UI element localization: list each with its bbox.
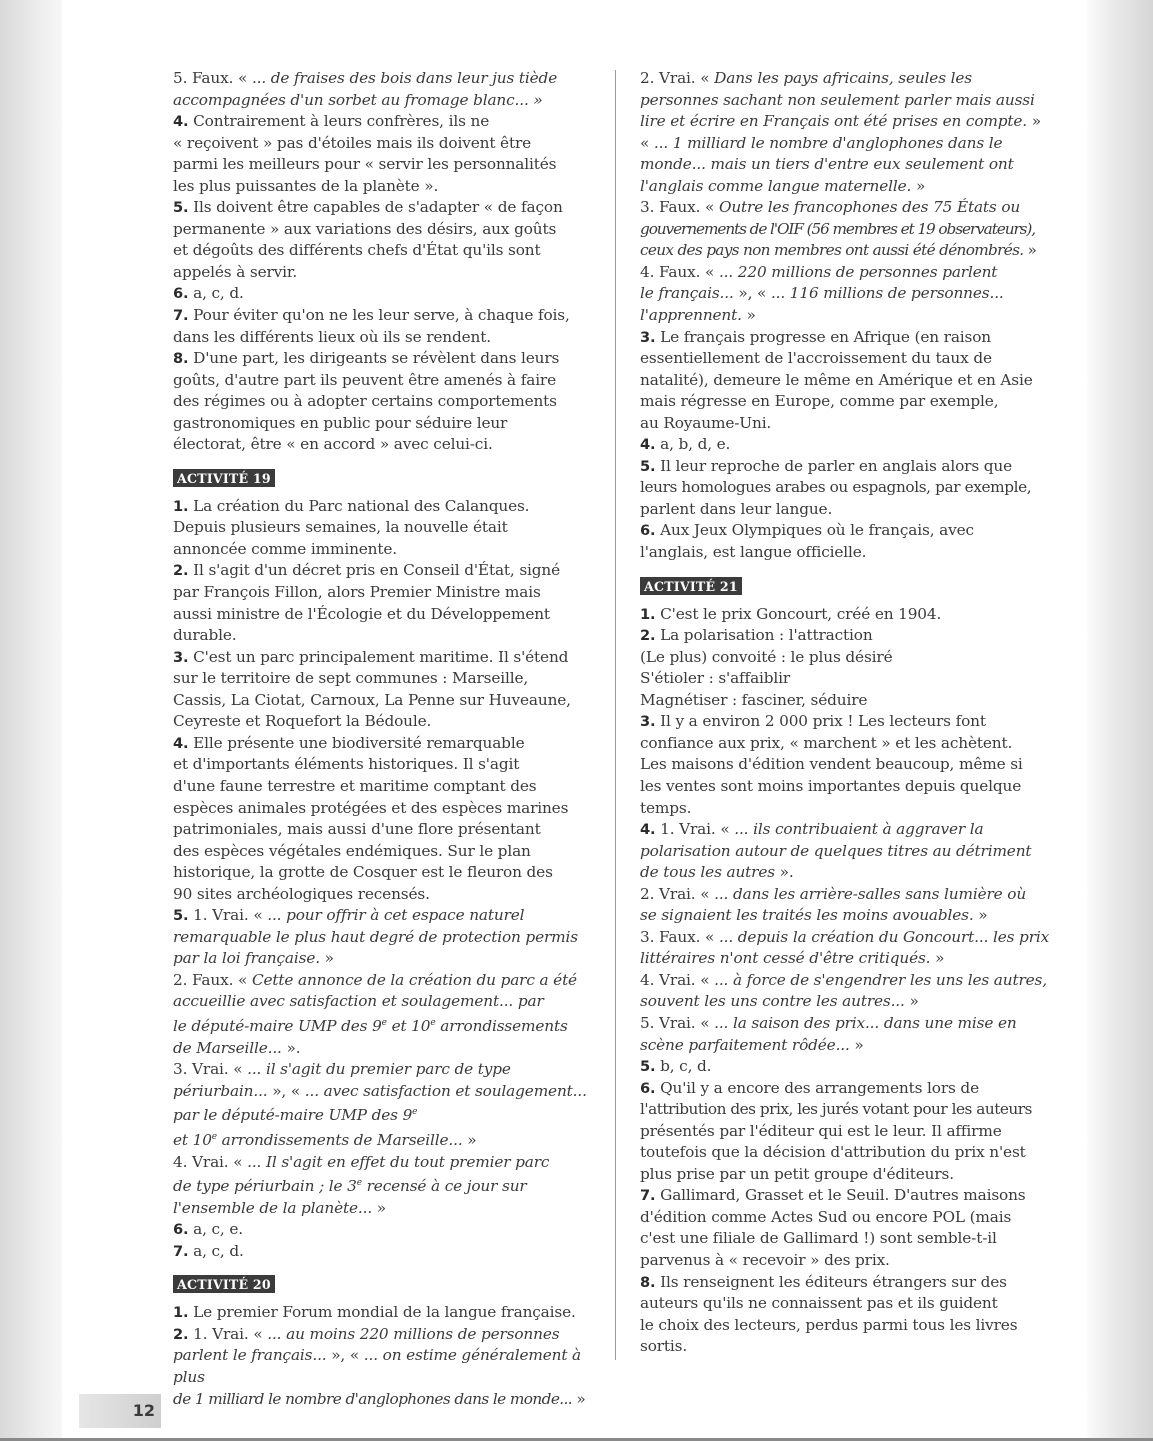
answer-line: essentiellement de l'accroissement du taux de — [640, 349, 992, 368]
answer-line: gouvernements de l'OIF (56 membres et 19 observateurs), — [640, 219, 1036, 238]
answer-line: monde... mais un tiers d'entre eux seulement ont — [640, 155, 1014, 174]
answer-line: auteurs qu'ils ne connaissent pas et ils guident — [640, 1294, 998, 1313]
answer-line: 2. Vrai. « Dans les pays africains, seules les — [640, 69, 972, 87]
answer-line: 3. C'est un parc principalement maritime. Il s'étend — [173, 647, 569, 666]
answer-line: Les maisons d'édition vendent beaucoup, même si — [640, 755, 1023, 774]
answer-line: accueillie avec satisfaction et soulagement... par — [173, 992, 544, 1011]
answer-line: des espèces végétales endémiques. Sur le plan — [173, 841, 531, 860]
answer-line: « ... 1 milliard le nombre d'anglophones dans le — [640, 133, 1003, 152]
answer-line: sortis. — [640, 1337, 688, 1356]
answer-line: 3. Faux. « Outre les francophones des 75 États ou — [640, 198, 1021, 217]
answer-line: parvenus à « recevoir » des prix. — [640, 1250, 890, 1269]
answer-line: au Royaume-Uni. — [640, 413, 772, 432]
answer-line: 3. Il y a environ 2 000 prix ! Les lecteurs font — [640, 712, 986, 731]
answer-line: 4. a, b, d, e. — [640, 435, 731, 454]
answer-line: 4. Vrai. « ... Il s'agit en effet du tout premier parc — [173, 1152, 550, 1171]
answer-line: 6. Aux Jeux Olympiques où le français, avec — [640, 521, 974, 540]
answer-line: personnes sachant non seulement parler mais aussi — [640, 90, 1035, 109]
answer-line: 6. a, c, d. — [173, 284, 244, 303]
answer-line: par François Fillon, alors Premier Ministre mais — [173, 583, 541, 602]
answer-line: 7. a, c, d. — [173, 1241, 244, 1260]
answer-line: 4. 1. Vrai. « ... ils contribuaient à aggraver la — [640, 820, 984, 839]
answer-line: ceux des pays non membres ont aussi été dénombrés. » — [640, 241, 1037, 260]
answer-line: remarquable le plus haut degré de protection permis — [173, 927, 578, 946]
answer-line: gastronomiques en public pour séduire leur — [173, 413, 508, 432]
answer-line: 8. D'une part, les dirigeants se révèlent dans leurs — [173, 349, 560, 368]
answer-line: 7. Pour éviter qu'on ne les leur serve, à chaque fois, — [173, 306, 570, 325]
answer-line: 2. Faux. « Cette annonce de la création du parc a été — [173, 970, 577, 989]
answer-line: aussi ministre de l'Écologie et du Développement — [173, 604, 550, 623]
answer-line: périurbain... », « ... avec satisfaction et soulagement... — [173, 1081, 587, 1100]
answer-line: 3. Vrai. « ... il s'agit du premier parc de type — [173, 1060, 511, 1079]
answer-line: 2. 1. Vrai. « ... au moins 220 millions de personnes — [173, 1324, 560, 1343]
answer-line: 1. C'est le prix Goncourt, créé en 1904. — [640, 604, 942, 623]
answer-line: 5. b, c, d. — [640, 1057, 712, 1076]
answer-line: le français... », « ... 116 millions de personnes... — [640, 284, 1004, 303]
answer-line: 8. Ils renseignent les éditeurs étrangers sur des — [640, 1272, 1007, 1291]
answer-line: appelés à servir. — [173, 262, 298, 281]
answer-line: 3. Le français progresse en Afrique (en raison — [640, 327, 992, 346]
answer-line: 2. Vrai. « ... dans les arrière-salles sans lumière où — [640, 884, 1027, 903]
answer-line: l'ensemble de la planète... » — [173, 1198, 386, 1217]
answer-line: (Le plus) convoité : le plus désiré — [640, 647, 893, 666]
answer-line: Magnétiser : fasciner, séduire — [640, 690, 868, 709]
answer-line: Cassis, La Ciotat, Carnoux, La Penne sur Huveaune, — [173, 690, 571, 709]
answer-line: 4. Contrairement à leurs confrères, ils ne — [173, 112, 490, 131]
answer-line: l'apprennent. » — [640, 306, 756, 325]
answer-line: 90 sites archéologiques recensés. — [173, 884, 430, 903]
answer-line: goûts, d'autre part ils peuvent être amenés à faire — [173, 370, 556, 389]
answer-line: et dégoûts des différents chefs d'État qu'ils sont — [173, 241, 541, 260]
answer-line: scène parfaitement rôdée... » — [640, 1035, 864, 1054]
answer-line: 4. Elle présente une biodiversité remarquable — [173, 733, 525, 752]
answer-line: 5. Ils doivent être capables de s'adapter « de façon — [173, 198, 563, 217]
answer-line: c'est une filiale de Gallimard !) sont semble-t-il — [640, 1229, 997, 1248]
answer-line: confiance aux prix, « marchent » et les achètent. — [640, 733, 1013, 752]
answer-line: 5. Faux. « ... de fraises des bois dans leur jus tiède — [173, 69, 558, 87]
answer-line: de type périurbain ; le 3e recensé à ce jour sur — [173, 1177, 527, 1196]
answer-line: 2. Il s'agit d'un décret pris en Conseil d'État, signé — [173, 561, 561, 580]
answer-line: les plus puissantes de la planète ». — [173, 176, 439, 195]
answer-line: « reçoivent » pas d'étoiles mais ils doivent être — [173, 133, 532, 152]
answer-line: 5. Vrai. « ... la saison des prix... dans une mise en — [640, 1013, 1017, 1032]
answer-line: 3. Faux. « ... depuis la création du Goncourt... les prix — [640, 927, 1050, 946]
answer-line: d'édition comme Actes Sud ou encore POL (mais — [640, 1207, 1012, 1226]
answer-line: parmi les meilleurs pour « servir les personnalités — [173, 155, 557, 174]
answer-line: parlent dans leur langue. — [640, 499, 833, 518]
answer-line: 7. Gallimard, Grasset et le Seuil. D'autres maisons — [640, 1186, 1026, 1205]
answer-line: patrimoniales, mais aussi d'une flore présentant — [173, 820, 541, 839]
right-column — [640, 68, 1064, 1358]
page-number: 12 — [79, 1394, 161, 1428]
answer-line: 5. Il leur reproche de parler en anglais alors que — [640, 456, 1012, 475]
answer-line: électorat, être « en accord » avec celui-ci. — [173, 435, 493, 454]
answer-line: mais régresse en Europe, comme par exemple, — [640, 392, 999, 411]
answer-line: l'anglais, est langue officielle. — [640, 543, 867, 562]
answer-line: Depuis plusieurs semaines, la nouvelle était — [173, 518, 508, 537]
answer-line: d'une faune terrestre et maritime comptant des — [173, 776, 537, 795]
answer-line: et d'importants éléments historiques. Il s'agit — [173, 755, 520, 774]
answer-line: l'anglais comme langue maternelle. » — [640, 176, 926, 195]
answer-line: temps. — [640, 798, 692, 817]
answer-line: S'étioler : s'affaiblir — [640, 669, 791, 688]
answer-line: espèces animales protégées et des espèces marines — [173, 798, 569, 817]
answer-line: plus prise par un petit groupe d'éditeurs. — [640, 1164, 954, 1183]
answer-line: parlent le français... », « ... on estime généralement à plus — [173, 1346, 581, 1386]
answer-line: Ceyreste et Roquefort la Bédoule. — [173, 712, 432, 731]
answer-line: de tous les autres ». — [640, 863, 794, 882]
answer-line: natalité), demeure le même en Amérique et en Asie — [640, 370, 1033, 389]
answer-line: durable. — [173, 626, 237, 645]
answer-line: par la loi française. » — [173, 949, 334, 968]
answer-line: 6. Qu'il y a encore des arrangements lors de — [640, 1078, 979, 1097]
answer-line: les ventes sont moins importantes depuis quelque — [640, 776, 1022, 795]
answer-line: sur le territoire de sept communes : Marseille, — [173, 669, 529, 688]
answer-line: 4. Faux. « ... 220 millions de personnes parlent — [640, 262, 998, 281]
answer-line: lire et écrire en Français ont été prises en compte. » — [640, 112, 1041, 131]
answer-line: historique, la grotte de Cosquer est le fleuron des — [173, 863, 553, 882]
left-column — [173, 68, 598, 1410]
answer-line: 2. La polarisation : l'attraction — [640, 626, 873, 645]
answer-line: leurs homologues arabes ou espagnols, par exemple, — [640, 478, 1032, 497]
answer-line: accompagnées d'un sorbet au fromage blanc... » — [173, 90, 543, 109]
answer-line: le choix des lecteurs, perdus parmi tous les livres — [640, 1315, 1018, 1334]
answer-line: littéraires n'ont cessé d'être critiqués. » — [640, 949, 945, 968]
column-divider — [615, 70, 616, 1360]
answer-line: dans les différents lieux où ils se rendent. — [173, 327, 491, 346]
answer-line: de Marseille... ». — [173, 1038, 301, 1057]
answer-line: par le député-maire UMP des 9e — [173, 1106, 418, 1125]
answer-line: 1. La création du Parc national des Calanques. — [173, 496, 530, 515]
answer-line: permanente » aux variations des désirs, aux goûts — [173, 219, 557, 238]
answer-line: se signaient les traités les moins avouables. » — [640, 906, 988, 925]
answer-line: et 10e arrondissements de Marseille... » — [173, 1130, 477, 1149]
activity-21-heading: ACTIVITÉ 21 — [640, 577, 742, 595]
answer-line: polarisation autour de quelques titres au détriment — [640, 841, 1032, 860]
answer-line: souvent les uns contre les autres... » — [640, 992, 919, 1011]
activity-19-heading: ACTIVITÉ 19 — [173, 469, 275, 487]
page-binding-shadow — [0, 0, 62, 1441]
answer-line: toutefois que la décision d'attribution du prix n'est — [640, 1143, 1026, 1162]
answer-line: annoncée comme imminente. — [173, 539, 397, 558]
answer-line: 5. 1. Vrai. « ... pour offrir à cet espace naturel — [173, 906, 525, 925]
answer-line: l'attribution des prix, les jurés votant pour les auteurs — [640, 1100, 1032, 1119]
answer-line: 6. a, c, e. — [173, 1220, 243, 1239]
answer-line: le député-maire UMP des 9e et 10e arrondissements — [173, 1017, 568, 1036]
answer-line: présentés par l'éditeur qui est le leur. Il affirme — [640, 1121, 1002, 1140]
answer-line: de 1 milliard le nombre d'anglophones dans le monde... » — [173, 1389, 586, 1408]
activity-20-heading: ACTIVITÉ 20 — [173, 1275, 275, 1293]
answer-line: 1. Le premier Forum mondial de la langue française. — [173, 1303, 576, 1322]
answer-line: 4. Vrai. « ... à force de s'engendrer les uns les autres, — [640, 970, 1047, 989]
answer-line: des régimes ou à adopter certains comportements — [173, 392, 557, 411]
page-edge-shadow — [1087, 0, 1153, 1441]
